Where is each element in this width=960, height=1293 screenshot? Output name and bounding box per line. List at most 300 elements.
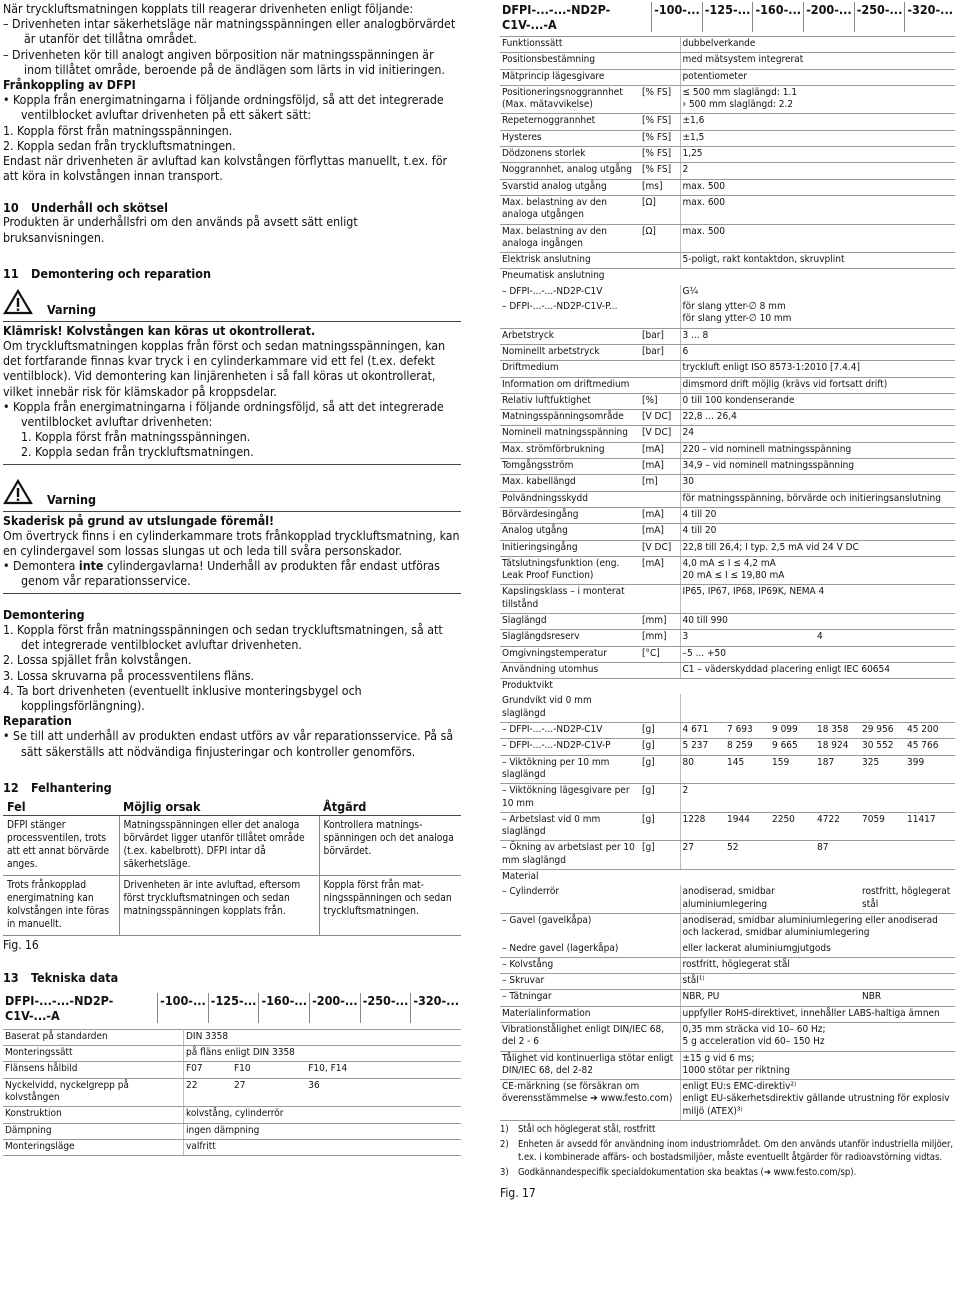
spec-value: uppfyller RoHS-direktivet, innehåller LABS-haltiga ämnen	[680, 1006, 955, 1022]
spec-row	[500, 475, 955, 491]
spec-value: 4	[815, 630, 955, 646]
spec-value: 52	[725, 841, 815, 870]
spec-row	[500, 426, 955, 442]
spec-row	[500, 130, 955, 146]
spec-label: Polvändningsskydd	[500, 491, 640, 507]
intro-dash-1: – Drivenheten intar säkerhetsläge när matningsspänningen eller analogbörvärdet är utanför det tillåtna området.	[3, 17, 456, 47]
size-header: -100-...	[158, 993, 209, 1023]
size-header: -160-...	[259, 993, 310, 1023]
spec-value: 6	[680, 344, 955, 360]
spec-row	[500, 377, 955, 393]
dismantling-step: 1. Koppla först från matningsspänningen och sedan tryckluftsmatningen, så att det integrerade ventilblocket avluftar drivenheten.	[3, 622, 443, 653]
spec-label: Tätslutningsfunktion (eng. Leak Proof Function)	[500, 556, 640, 585]
spec-value: max. 500	[680, 179, 955, 195]
spec-row	[500, 1006, 955, 1022]
spec-unit: [Ω]	[640, 224, 680, 253]
spec-row	[500, 253, 955, 269]
warning-header-2	[3, 479, 461, 505]
spec-value	[680, 694, 725, 722]
spec-row	[500, 507, 955, 523]
spec-unit: [bar]	[640, 344, 680, 360]
material-row	[500, 990, 955, 1006]
spec-unit: [% FS]	[640, 114, 680, 130]
warning-text-1: Om tryckluftsmatningen kopplas från först och sedan matningsspänningen, kan det fortfarande finnas kvar tryck i en cylinderkammare vid ett fel (t.ex. defekt ventilblock). Vid demontering kan linjärenheten i så fall köras ut okontrollerat, vilket innebär risk för klämskador på kroppsdelar.	[3, 339, 446, 399]
footnote-key: 1)	[500, 1124, 509, 1136]
spec-value: F10, F14	[306, 1062, 461, 1078]
fault-header-fel: Fel	[3, 798, 119, 816]
spec-unit: [mA]	[640, 442, 680, 458]
spec-unit: [g]	[640, 812, 680, 841]
figure-16-caption: Fig. 16	[3, 937, 39, 952]
spec-value: ≤ 500 mm slaglängd: 1.1 › 500 mm slaglängd: 2.2	[680, 85, 955, 114]
section-12-heading	[3, 780, 461, 795]
spec-unit: [mm]	[640, 630, 680, 646]
spec-label: Positioneringsnoggrannhet (Max. mätavvikelse)	[500, 85, 640, 114]
spec-label: Grundvikt vid 0 mm slaglängd	[500, 694, 640, 722]
warning-text-2: Om övertryck finns i en cylinderkammare trots frånkopplad tryckluftsmatning, kan en cylindergavel som lossas slungas ut och leda till svåra personskador.	[3, 528, 460, 559]
spec-value: 9 099	[770, 723, 815, 739]
section-12-number: 12	[3, 779, 19, 795]
repair-bullet: • Se till att underhåll av produkten endast utförs av vår reparationsservice. På så sätt säkerställs att nödvändiga finjusteringar och kontroller genomförs.	[3, 729, 454, 759]
spec-value: 27	[232, 1078, 306, 1107]
spec-label: CE-märkning (se försäkran om överensstämmelse ➔ www.festo.com)	[500, 1080, 680, 1121]
spec-label: – Tätningar	[500, 990, 680, 1006]
spec-value: ingen dämpning	[184, 1123, 462, 1139]
spec-value: 399	[905, 755, 955, 784]
spec-label: Elektrisk anslutning	[500, 253, 640, 269]
disconnect-title: Frånkoppling av DFPI	[3, 78, 136, 93]
size-header: -100-...	[652, 2, 703, 32]
spec-row	[500, 442, 955, 458]
spec-unit	[640, 694, 680, 722]
weight-row	[500, 784, 955, 813]
spec-value: tryckluft enligt ISO 8573-1:2010 [7.4.4]	[680, 361, 955, 377]
spec-label: Monteringssätt	[3, 1046, 184, 1062]
spec-value: max. 600	[680, 195, 955, 224]
spec-value: 30	[680, 475, 955, 491]
spec-unit: [g]	[640, 784, 680, 813]
spec-value: 1228	[680, 812, 725, 841]
spec-value: 4722	[815, 812, 860, 841]
spec-unit: [mA]	[640, 556, 680, 585]
section-11-number: 11	[3, 265, 19, 281]
material-row	[500, 942, 955, 958]
spec-label: Arbetstryck	[500, 328, 640, 344]
tech-data-row	[3, 1139, 461, 1155]
spec-label: Max. belastning av den analoga ingången	[500, 224, 640, 253]
tech-data-header-left	[3, 993, 461, 1023]
spec-row	[500, 556, 955, 585]
spec-row	[500, 361, 955, 377]
warning-title-2: Skaderisk på grund av utslungade föremål!	[3, 511, 461, 529]
spec-row	[500, 646, 955, 662]
spec-value: 45 200	[905, 723, 955, 739]
spec-value: 34,9 – vid nominell matningsspänning	[680, 459, 955, 475]
tech-data-row	[3, 1062, 461, 1078]
tech-data-row	[3, 1078, 461, 1107]
tech-data-header-right	[500, 2, 955, 32]
spec-unit: [mm]	[640, 613, 680, 629]
spec-row	[500, 69, 955, 85]
spec-value: DIN 3358	[184, 1029, 462, 1045]
tech-data-row	[3, 1107, 461, 1123]
section-10-text: Produkten är underhållsfri om den används på avsett sätt enligt bruksanvisningen.	[3, 215, 358, 245]
spec-value: 40 till 990	[680, 613, 955, 629]
spec-row	[500, 114, 955, 130]
spec-value: 4 till 20	[680, 524, 955, 540]
spec-unit	[640, 361, 680, 377]
warning-bullet-2-bold: inte	[78, 559, 104, 574]
spec-value: kolvstång, cylinderrör	[184, 1107, 462, 1123]
spec-value: F07	[184, 1062, 233, 1078]
section-12-title: Felhantering	[31, 779, 112, 795]
disconnect-step-1: 1. Koppla först från matningsspänningen.	[3, 123, 233, 138]
spec-unit: [g]	[640, 739, 680, 755]
tech-data-model: DFPI-...-...-ND2P-C1V-...-A	[502, 2, 611, 32]
spec-value: 220 – vid nominell matningsspänning	[680, 442, 955, 458]
spec-unit: [% FS]	[640, 147, 680, 163]
spec-unit	[640, 662, 680, 678]
size-header: -320-...	[411, 993, 461, 1023]
size-header: -125-...	[208, 993, 259, 1023]
size-header: -160-...	[753, 2, 804, 32]
spec-unit	[640, 491, 680, 507]
spec-value: ±1,5	[680, 130, 955, 146]
spec-label: – Ökning av arbetslast per 10 mm slaglängd	[500, 841, 640, 870]
spec-label: Matningsspänningsområde	[500, 410, 640, 426]
spec-row	[500, 410, 955, 426]
spec-row	[500, 224, 955, 253]
spec-unit: [mA]	[640, 507, 680, 523]
fault-row	[3, 815, 461, 875]
spec-row	[500, 540, 955, 556]
product-weight-label: Produktvikt	[502, 680, 553, 692]
spec-value: 29 956	[860, 723, 905, 739]
spec-value: 7 693	[725, 723, 770, 739]
spec-value	[725, 694, 770, 722]
spec-unit	[640, 253, 680, 269]
warning-triangle-icon	[3, 479, 33, 505]
intro-text: När tryckluftsmatningen kopplats till reagerar drivenheten enligt följande:	[3, 2, 414, 16]
spec-label: Nyckelvidd, nyckelgrepp på kolvstången	[3, 1078, 184, 1107]
warning-title-1: Klämrisk! Kolvstången kan köras ut okontrollerat.	[3, 321, 461, 339]
spec-unit: [V DC]	[640, 410, 680, 426]
spec-value: 187	[815, 755, 860, 784]
spec-value: C1 – väderskyddad placering enligt IEC 60654	[680, 662, 955, 678]
fault-cell: Koppla först från matningsspänningen och sedan tryckluftsmatningen.	[319, 875, 461, 935]
spec-value: 5 237	[680, 739, 725, 755]
spec-row	[500, 344, 955, 360]
spec-value: 80	[680, 755, 725, 784]
spec-value: max. 500	[680, 224, 955, 253]
footnotes	[500, 1124, 955, 1180]
spec-unit: [g]	[640, 723, 680, 739]
size-header: -200-...	[804, 2, 855, 32]
fault-cell: DFPI stänger processventilen, trots att ett annat börvärde anges.	[3, 815, 119, 875]
spec-row	[500, 491, 955, 507]
spec-row	[500, 613, 955, 629]
spec-row	[500, 328, 955, 344]
spec-label: – Skruvar	[500, 974, 680, 990]
dismantling-title: Demontering	[3, 607, 85, 622]
spec-label: Nominell matningsspänning	[500, 426, 640, 442]
warning-triangle-icon	[3, 289, 33, 315]
spec-label: – Cylinderrör	[500, 885, 680, 913]
spec-value: 24	[680, 426, 955, 442]
tech-data-table-right	[500, 36, 955, 1121]
spec-value: valfritt	[184, 1139, 462, 1155]
spec-value: med mätsystem integrerat	[680, 53, 955, 69]
spec-value: på fläns enligt DIN 3358	[184, 1046, 462, 1062]
spec-unit: [V DC]	[640, 426, 680, 442]
spec-unit: [g]	[640, 841, 680, 870]
spec-value: 145	[725, 755, 770, 784]
spec-label: Noggrannhet, analog utgång	[500, 163, 640, 179]
spec-unit: [Ω]	[640, 195, 680, 224]
spec-value: 4 671	[680, 723, 725, 739]
dismantling-step: 3. Lossa skruvarna på processventilens fläns.	[3, 668, 255, 683]
spec-value: för matningsspänning, börvärde och initieringsanslutning	[680, 491, 955, 507]
spec-label: Information om driftmedium	[500, 377, 640, 393]
spec-label: – DFPI-...-...-ND2P-C1V-P	[500, 739, 640, 755]
disconnect-step-2: 2. Koppla sedan från tryckluftsmatningen.	[3, 138, 236, 153]
intro-dash-2: – Drivenheten kör till analogt angiven börposition när matningsspänningen är inom tillåtet område, beroende på de ändlägen som lärts in vid initieringen.	[3, 47, 445, 77]
spec-value: 7059	[860, 812, 905, 841]
repair-title: Reparation	[3, 714, 72, 729]
spec-value: 2250	[770, 812, 815, 841]
spec-row	[500, 524, 955, 540]
tech-data-row	[3, 1046, 461, 1062]
spec-label: Analog utgång	[500, 524, 640, 540]
spec-label: Dämpning	[3, 1123, 184, 1139]
fault-cell: Matningsspänningen eller det analoga börvärdet ligger utanför tillåtet område (t.ex. kabelbrott). DFPI intar då säkerhetsläge.	[119, 815, 319, 875]
spec-value: 27	[680, 841, 725, 870]
spec-row	[500, 870, 955, 886]
material-row	[500, 885, 955, 913]
spec-label: – Viktökning per 10 mm slaglängd	[500, 755, 640, 784]
spec-value: 9 665	[770, 739, 815, 755]
right-column	[500, 2, 955, 1200]
section-10-title: Underhåll och skötsel	[31, 200, 169, 216]
spec-unit: [mA]	[640, 524, 680, 540]
footnote-text: Stål och höglegerat stål, rostfritt	[518, 1124, 656, 1136]
weight-row	[500, 723, 955, 739]
spec-label: Max. belastning av den analoga utgången	[500, 195, 640, 224]
spec-row	[500, 53, 955, 69]
footnote	[500, 1167, 955, 1179]
spec-label: Baserat på standarden	[3, 1029, 184, 1045]
material-label: Material	[502, 871, 539, 883]
spec-row	[500, 393, 955, 409]
spec-row	[500, 662, 955, 678]
section-11-title: Demontering och reparation	[31, 265, 212, 281]
spec-value: 22,8 ... 26,4	[680, 410, 955, 426]
spec-label: Initieringsingång	[500, 540, 640, 556]
spec-value: 11417	[905, 812, 955, 841]
spec-value: 22	[184, 1078, 233, 1107]
spec-unit: [ms]	[640, 179, 680, 195]
spec-unit: [% FS]	[640, 130, 680, 146]
weight-row	[500, 841, 955, 870]
footnote-key: 2)	[500, 1139, 509, 1151]
spec-row	[500, 585, 955, 614]
spec-label: Positionsbestämning	[500, 53, 640, 69]
spec-value: 0,35 mm sträcka vid 10– 60 Hz; 5 g acceleration vid 60– 150 Hz	[680, 1023, 955, 1052]
footnote-text: Enheten är avsedd för användning inom industriområdet. Om den används utanför industriella miljöer, t.ex. i kombinerade affärs- och bostadsmiljöer, måste eventuellt åtgärder för radioavstörning vidtas.	[518, 1139, 954, 1163]
spec-row	[500, 679, 955, 695]
spec-unit: [%]	[640, 393, 680, 409]
warning-label-2: Varning	[47, 491, 97, 507]
warning-bullet-2-pre: • Demontera	[3, 559, 79, 574]
spec-value	[815, 694, 860, 722]
spec-label: Kapslingsklass – i monterat tillstånd	[500, 585, 640, 614]
spec-value	[860, 694, 905, 722]
spec-label: – Gavel (gavelkåpa)	[502, 914, 592, 926]
spec-value: 18 924	[815, 739, 860, 755]
spec-label: – Nedre gavel (lagerkåpa)	[500, 942, 680, 958]
spec-row	[500, 269, 955, 285]
fault-cell: Kontrollera matningsspänningen och det analoga börvärdet.	[319, 815, 461, 875]
footnote	[500, 1124, 955, 1136]
spec-label: – DFPI-...-...-ND2P-C1V	[500, 723, 640, 739]
spec-unit	[640, 53, 680, 69]
warning-label-1: Varning	[47, 301, 97, 317]
spec-row	[500, 1051, 955, 1080]
spec-label: Tålighet vid kontinuerliga stötar enligt DIN/IEC 68, del 2-82	[500, 1051, 680, 1080]
footnote-text: Godkännandespecifik specialdokumentation ska beaktas (➔ www.festo.com/sp).	[518, 1167, 857, 1179]
warning-block-1	[3, 289, 461, 465]
spec-value: enligt EU:s EMC-direktiv²⁾ enligt EU-säkerhetsdirektiv gällande utrustning för explosiv miljö (ATEX)³⁾	[680, 1080, 955, 1121]
material-row	[500, 957, 955, 973]
pneumatic-label: Pneumatisk anslutning	[502, 270, 605, 282]
spec-label: Nominellt arbetstryck	[500, 344, 640, 360]
spec-label: Materialinformation	[500, 1006, 680, 1022]
size-header: -125-...	[702, 2, 753, 32]
spec-label: Slaglängd	[500, 613, 640, 629]
spec-value	[905, 694, 955, 722]
spec-value: 0 till 100 kondenserande	[680, 393, 955, 409]
weight-row	[500, 755, 955, 784]
section-10-number: 10	[3, 200, 19, 216]
spec-label: Dödzonens storlek	[500, 147, 640, 163]
warning-step-1: 1. Koppla först från matningsspänningen.	[21, 430, 251, 445]
spec-value: 22,8 till 26,4; I typ. 2,5 mA vid 24 V DC	[680, 540, 955, 556]
spec-unit	[640, 585, 680, 614]
spec-unit	[640, 377, 680, 393]
spec-label: – Kolvstång	[500, 957, 680, 973]
spec-label: Max. kabellängd	[500, 475, 640, 491]
spec-label: Börvärdesingång	[500, 507, 640, 523]
spec-value: 5-poligt, rakt kontaktdon, skruvplint	[680, 253, 955, 269]
spec-label: Vibrationstålighet enligt DIN/IEC 68, del 2 - 6	[500, 1023, 680, 1052]
disconnect-bullet: • Koppla från energimatningarna i följande ordningsföljd, så att det integrerade ventilblocket avluftar drivenheten på ett säkert sätt:	[3, 93, 444, 123]
section-11-heading	[3, 266, 461, 281]
fault-row	[3, 875, 461, 935]
spec-value: 1944	[725, 812, 770, 841]
weight-row	[500, 812, 955, 841]
spec-row	[500, 300, 955, 328]
size-header: -250-...	[360, 993, 411, 1023]
spec-unit: [% FS]	[640, 163, 680, 179]
spec-value: rostfritt, höglegerat stål	[680, 957, 955, 973]
spec-label: Max. strömförbrukning	[500, 442, 640, 458]
spec-value: 2	[680, 163, 955, 179]
spec-value: 45 766	[905, 739, 955, 755]
spec-value: –5 ... +50	[680, 646, 955, 662]
spec-value: rostfritt, höglegerat stål	[860, 885, 955, 913]
spec-row	[500, 85, 955, 114]
spec-value: 30 552	[860, 739, 905, 755]
spec-row	[500, 195, 955, 224]
spec-unit	[640, 37, 680, 53]
dismantling-step: 2. Lossa spjället från kolvstången.	[3, 653, 192, 668]
spec-row	[500, 37, 955, 53]
spec-unit: [% FS]	[640, 85, 680, 114]
spec-label: Driftmedium	[500, 361, 640, 377]
spec-value: för slang ytter-∅ 8 mm för slang ytter-∅ 10 mm	[680, 300, 955, 328]
spec-value: dubbelverkande	[680, 37, 955, 53]
spec-unit: [g]	[640, 755, 680, 784]
spec-label: Omgivningstemperatur	[500, 646, 640, 662]
spec-value: 1,25	[680, 147, 955, 163]
warning-header-1	[3, 289, 461, 315]
spec-value: IP65, IP67, IP68, IP69K, NEMA 4	[680, 585, 955, 614]
weight-row	[500, 694, 955, 722]
spec-value: 4 till 20	[680, 507, 955, 523]
spec-label: – DFPI-...-...-ND2P-C1V-P...	[500, 300, 680, 328]
weight-row	[500, 739, 955, 755]
spec-unit: [°C]	[640, 646, 680, 662]
warning-step-2: 2. Koppla sedan från tryckluftsmatningen.	[21, 445, 254, 460]
warning-bullet-2-post: cylindergavlarna! Underhåll av produkten får endast utföras genom vår reparationsservice.	[21, 559, 440, 589]
spec-row	[500, 1023, 955, 1052]
spec-label: Repeternoggrannhet	[500, 114, 640, 130]
tech-data-row	[3, 1029, 461, 1045]
spec-value: 4,0 mA ≤ I ≤ 4,2 mA 20 mA ≤ I ≤ 19,80 mA	[680, 556, 955, 585]
size-header: -250-...	[854, 2, 905, 32]
spec-value: 325	[860, 755, 905, 784]
spec-unit: [mA]	[640, 459, 680, 475]
warning-bullet-1: • Koppla från energimatningarna i följande ordningsföljd, så att det integrerade ventilblocket avluftar drivenheten:	[3, 399, 444, 430]
footnote-key: 3)	[500, 1167, 509, 1179]
spec-value: 159	[770, 755, 815, 784]
tech-data-model: DFPI-...-...-ND2P-C1V-...-A	[5, 992, 114, 1023]
section-10-heading	[3, 200, 461, 215]
spec-row	[500, 1080, 955, 1121]
spec-value: dimsmord drift möjlig (krävs vid fortsatt drift)	[680, 377, 955, 393]
spec-label: Flänsens hålbild	[3, 1062, 184, 1078]
spec-value: ±1,6	[680, 114, 955, 130]
fault-table	[3, 798, 461, 936]
spec-value: 36	[306, 1078, 461, 1107]
material-row	[500, 913, 955, 941]
spec-value: 2	[680, 784, 955, 813]
spec-value: stål¹⁾	[680, 974, 955, 990]
spec-label: – Viktökning lägesgivare per 10 mm	[500, 784, 640, 813]
spec-unit	[640, 69, 680, 85]
spec-value: 3 ... 8	[680, 328, 955, 344]
spec-value: 87	[815, 841, 955, 870]
spec-label: Svarstid analog utgång	[500, 179, 640, 195]
warning-bullet-2	[3, 559, 461, 589]
footnote	[500, 1139, 955, 1164]
disconnect-note: Endast när drivenheten är avluftad kan kolvstången förflyttas manuellt, t.ex. för att köra in kolvstången innan transport.	[3, 154, 448, 184]
spec-value: 8 259	[725, 739, 770, 755]
tech-data-row	[3, 1123, 461, 1139]
spec-row	[500, 179, 955, 195]
fault-header-action: Åtgärd	[319, 798, 461, 816]
spec-unit: [V DC]	[640, 540, 680, 556]
